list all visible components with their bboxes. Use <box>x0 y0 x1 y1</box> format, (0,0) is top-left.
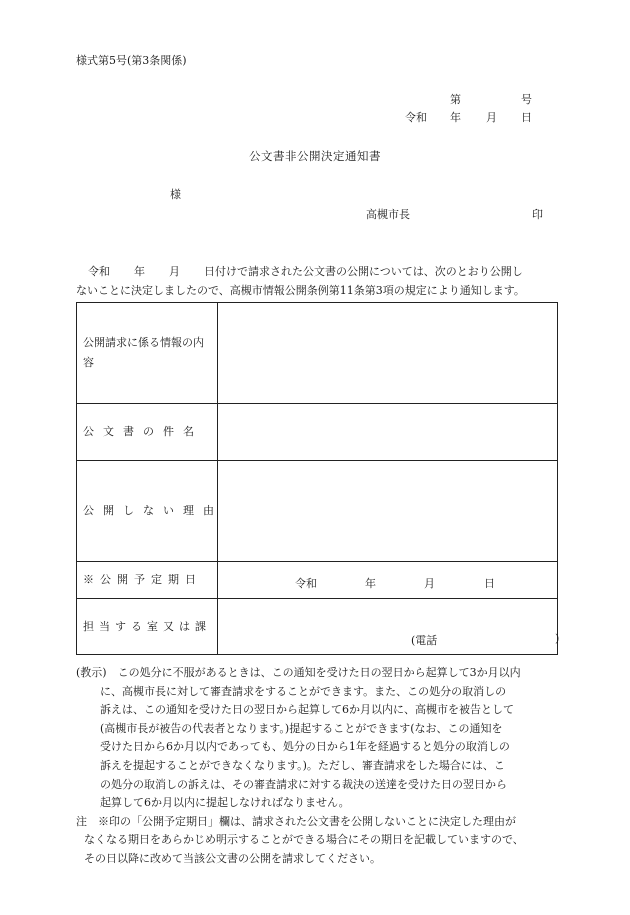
value-scheduled-date[interactable] <box>218 562 558 599</box>
table-row-reason <box>77 461 558 562</box>
label-document-name <box>77 404 218 461</box>
notice-table <box>76 302 558 655</box>
note-line: 起算して6か月以内に提起しなければなりません。 <box>100 796 350 810</box>
note-line: 訴えは、この通知を受けた日の翌日から起算して6か月以内に、高槻市を被告として <box>100 703 514 717</box>
note-line: (教示) この処分に不服があるときは、この通知を受けた日の翌日から起算して3か月以内 <box>76 666 521 679</box>
date-year: 年 <box>450 111 461 124</box>
scheduled-day: 日 <box>484 577 495 590</box>
label-document-name-text: 公文書の件名 <box>83 425 203 438</box>
page-title: 公文書非公開決定通知書 <box>249 149 381 163</box>
note-line: なくなる期日をあらかじめ明示することができる場合にその期日を記載していますので、 <box>84 833 524 847</box>
intro-era: 令和 <box>88 265 110 278</box>
note-line: に、高槻市長に対して審査請求をすることができます。また、この処分の取消しの <box>100 684 507 698</box>
notes-section <box>76 664 566 869</box>
label-department-text: 担当する室又は課 <box>83 620 211 633</box>
label-scheduled-date-text: ※公開予定期日 <box>83 573 202 586</box>
table-row-department <box>77 599 558 655</box>
note-line: (高槻市長が被告の代表者となります。)提起することができます(なお、この通知を <box>100 721 503 735</box>
intro-month: 月 <box>169 265 180 278</box>
date-month: 月 <box>486 111 497 124</box>
value-document-name[interactable] <box>218 404 558 461</box>
issuer-name: 高槻市長 <box>366 208 410 221</box>
intro-paragraph <box>76 262 558 300</box>
label-department <box>77 599 218 655</box>
date-day: 日 <box>521 111 532 124</box>
label-scheduled-date <box>77 562 218 599</box>
scheduled-era: 令和 <box>295 577 317 590</box>
date-era: 令和 <box>405 111 427 124</box>
note-line: 訴えを提起することができなくなります。)。ただし、審査請求をした場合には、こ <box>100 758 505 772</box>
note-line: 受けた日から6か月以内であっても、処分の日から1年を経過すると処分の取消しの <box>100 740 510 754</box>
label-reason-text: 公開しない理由 <box>83 504 223 517</box>
label-info-content: 公開請求に係る情報の内容 <box>77 303 218 404</box>
value-department[interactable] <box>218 599 558 655</box>
intro-line-2: ないことに決定しましたので、高槻市情報公開条例第11条第3項の規定により通知します。 <box>76 284 525 297</box>
form-number: 様式第5号(第3条関係) <box>76 54 187 67</box>
table-row-info-content <box>77 303 558 404</box>
intro-line-1-rest: 日付けで請求された公文書の公開については、次のとおり公開し <box>204 265 523 278</box>
scheduled-year: 年 <box>365 577 376 590</box>
scheduled-month: 月 <box>424 577 435 590</box>
seal-mark: 印 <box>532 208 543 221</box>
note-line: その日以降に改めて当該公文書の公開を請求してください。 <box>84 851 381 865</box>
value-reason[interactable] <box>218 461 558 562</box>
doc-no-suffix: 号 <box>521 93 532 106</box>
intro-year: 年 <box>134 265 145 278</box>
note-line: の処分の取消しの訴えは、その審査請求に対する裁決の送達を受けた日の翌日から <box>100 777 507 791</box>
telephone-label: (電話 <box>411 634 438 647</box>
label-reason <box>77 461 223 562</box>
table-row-document-name <box>77 404 558 461</box>
telephone-close: ) <box>555 632 560 645</box>
table-row-scheduled-date <box>77 562 558 599</box>
note-line: 注 ※印の「公開予定期日」欄は、請求された公文書を公開しないことに決定した理由が <box>76 814 516 828</box>
value-info-content[interactable] <box>218 303 558 404</box>
addressee-suffix: 様 <box>170 188 181 201</box>
doc-no-prefix: 第 <box>450 93 461 106</box>
intro-line-1 <box>76 262 558 281</box>
